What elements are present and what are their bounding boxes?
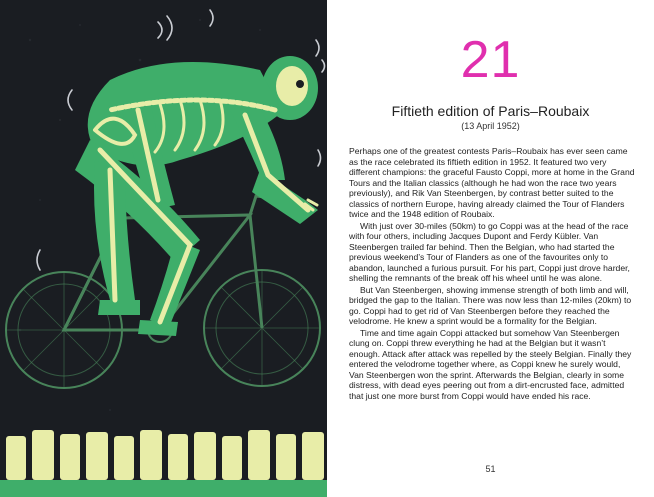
- paragraph-1: Perhaps one of the greatest contests Paris–Roubaix has ever seen came as the race celebrated its fiftieth edition in 1952. It featured two very different champions: the graceful Fausto Coppi, more at home in the Grand Tours and the Italian classics (although he had won the race two years previously), and Rik Van Steenbergen, by contrast better suited to the classics of northern Europe, having already claimed the Tour of Flanders twice and the 1948 edition of Roubaix.: [349, 146, 635, 219]
- page-number: 51: [485, 464, 496, 474]
- paragraph-4: Time and time again Coppi attacked but somehow Van Steenbergen clung on. Coppi threw everything he had at the Belgian but it wasn’t enough. Attack after attack was repelled by the steely Belgian. Finally they entered the velodrome together where, as Coppi knew he surely would, Van Steenbergen won the sprint. Afterwards the Belgian, clearly in some distress, with dead eyes peering out from a dirt-encrusted face, admitted that just one more burst from Coppi would have ended his race.: [349, 327, 632, 401]
- text-page: [327, 0, 654, 497]
- cobblestones: [6, 430, 324, 480]
- paragraph-3: But Van Steenbergen, showing immense strength of both limb and will, bridged the gap to the Italian. There was now less than 12-miles (20km) to go. Coppi had to get rid of Van Steenbergen before they reached the velodrome. He knew a sprint would be a formality for the Belgian.: [349, 284, 632, 326]
- body-text: [349, 146, 636, 402]
- chapter-date: (13 April 1952): [461, 121, 520, 131]
- ground-strip: [0, 480, 327, 497]
- chapter-number: 21: [460, 31, 521, 89]
- chapter-title: Fiftieth edition of Paris–Roubaix: [391, 103, 590, 119]
- paragraph-2: With just over 30-miles (50km) to go Coppi was at the head of the race with four others, including Jacques Dupont and Ferdy Kübler. Van Steenbergen trailed far behind. Then the Belgian, who had started the previous weekend’s Tour of Flanders as one of the favourites only to abandon, launched a furious pursuit. For his part, Coppi just drove harder, shelling the remnants of the break off his wheel until he was alone.: [349, 220, 630, 283]
